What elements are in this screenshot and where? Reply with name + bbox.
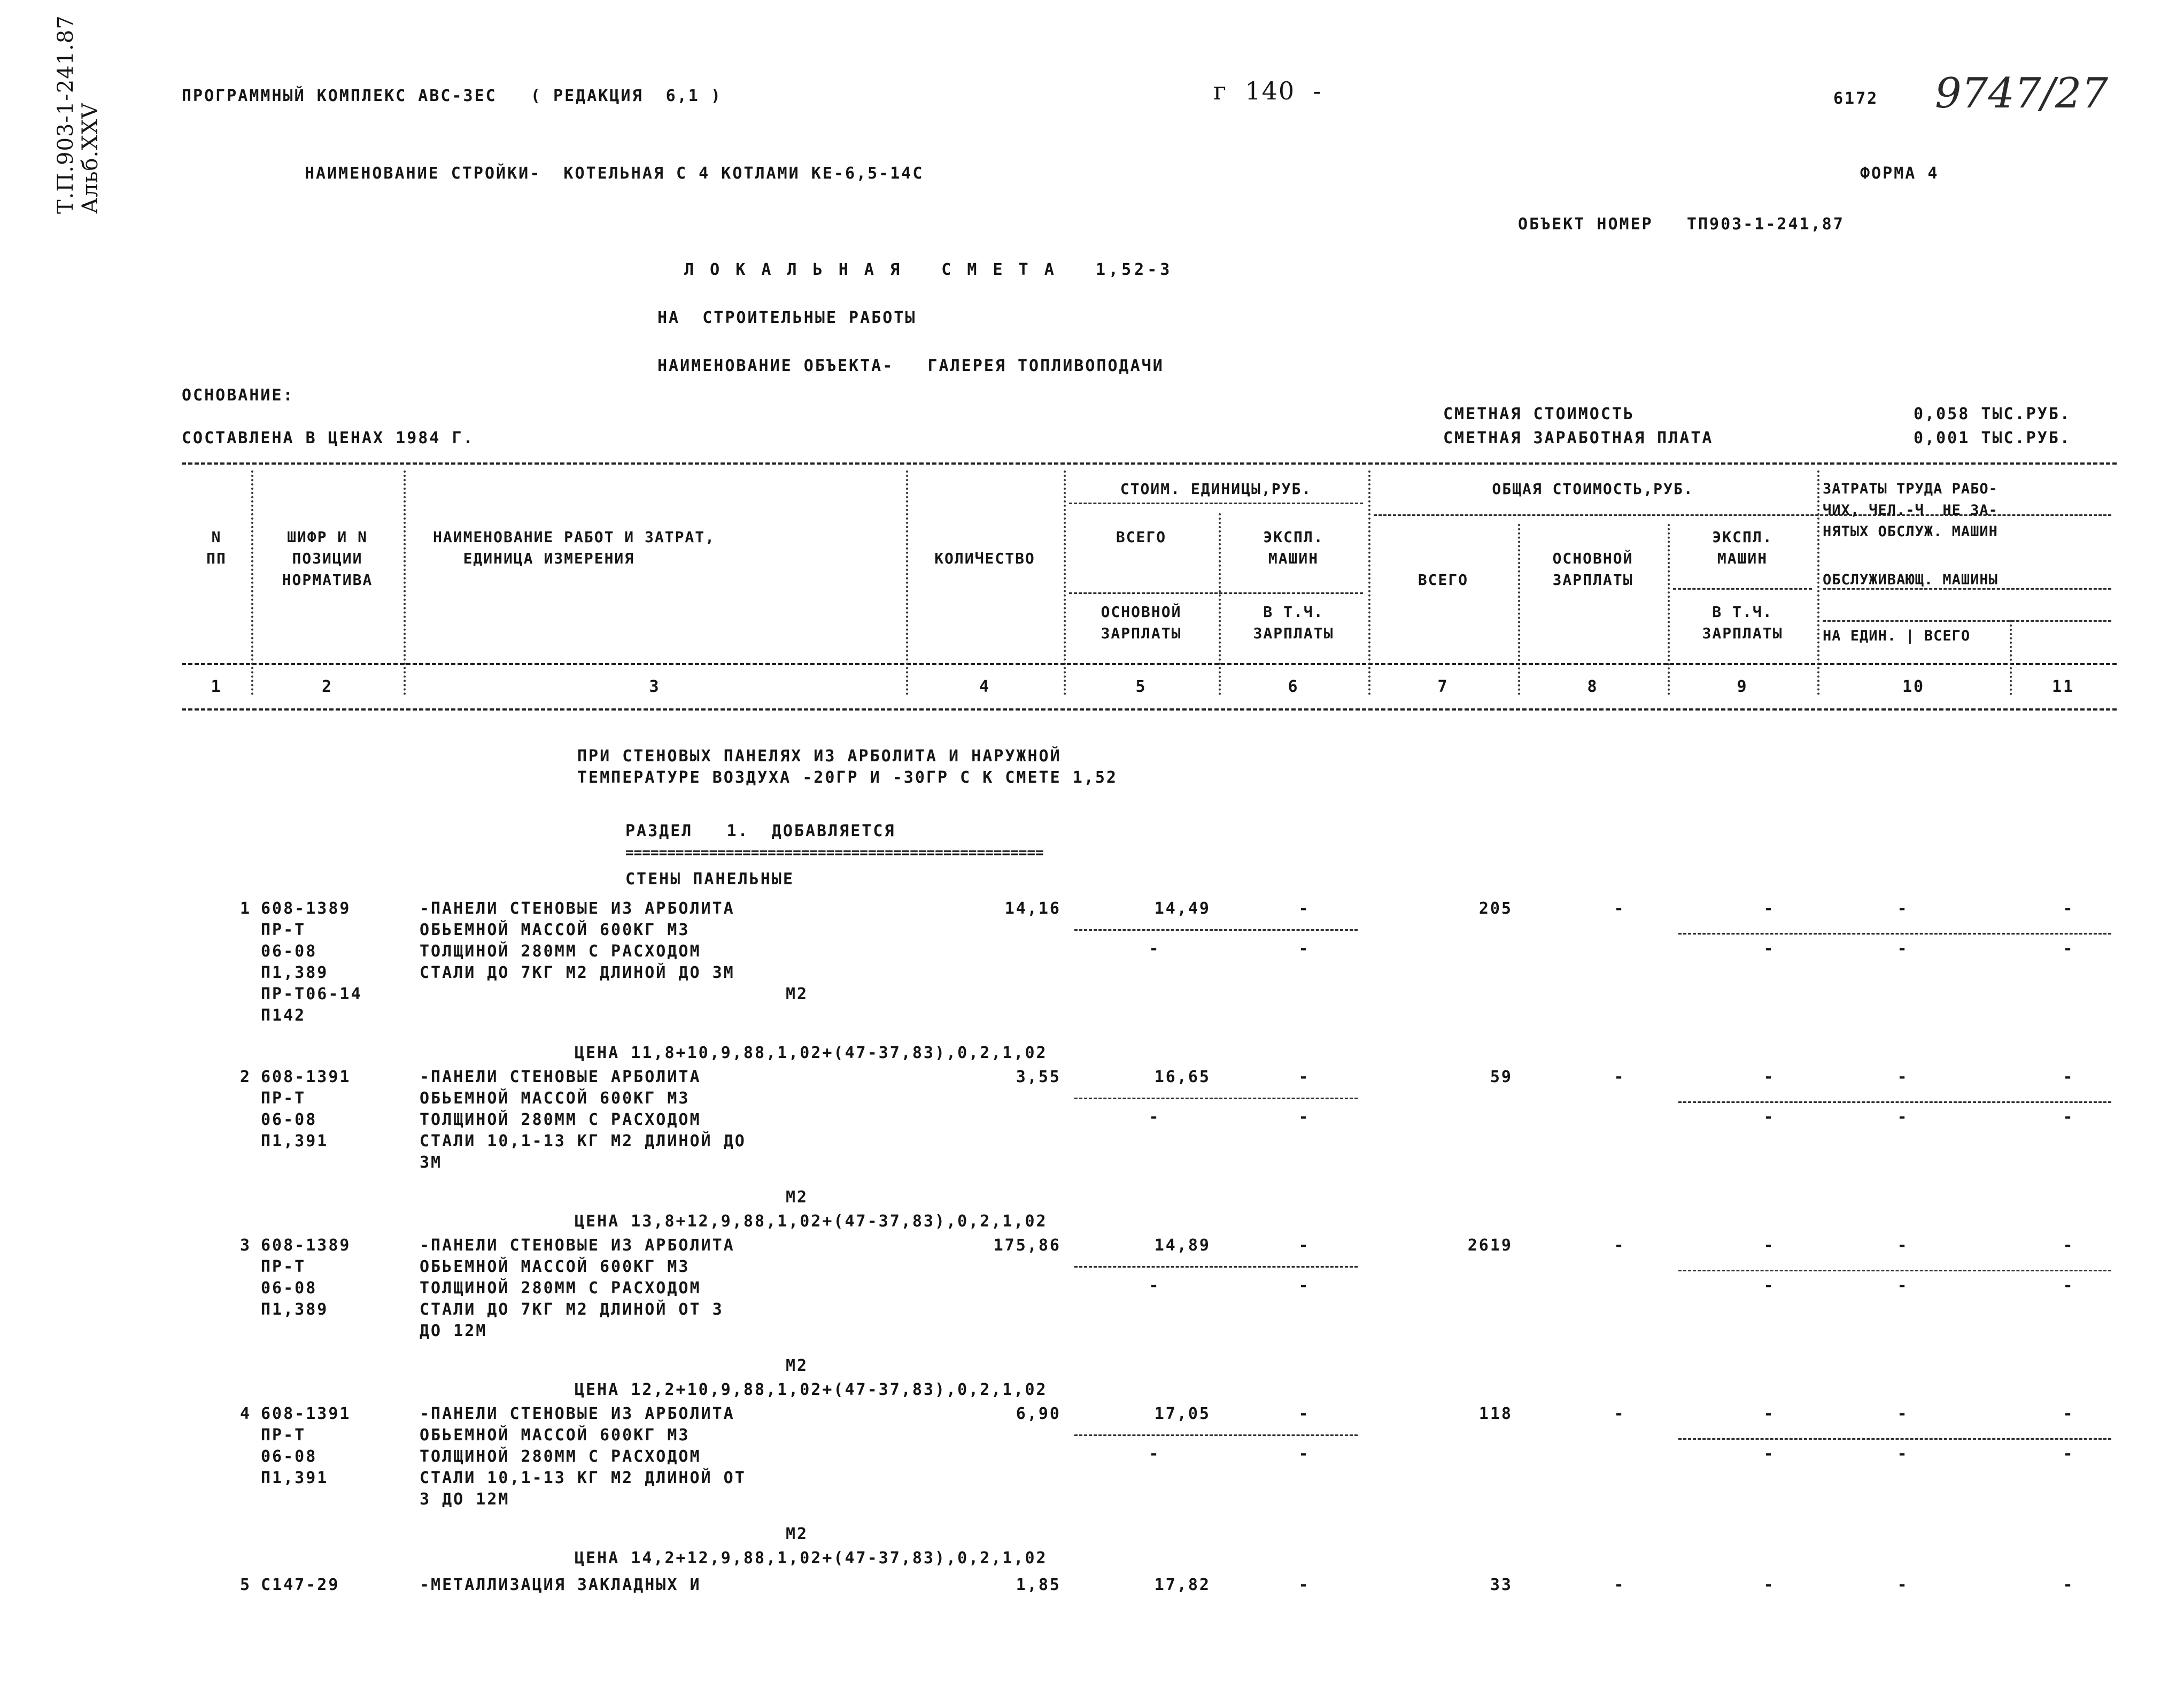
col-number: 3 <box>649 677 661 696</box>
row-mach-sub: - <box>1298 1276 1310 1295</box>
col-header-name: НАИМЕНОВАНИЕ РАБОТ И ЗАТРАТ, ЕДИНИЦА ИЗМЕРЕНИЯ <box>433 528 716 567</box>
row-wage-sub: - <box>1149 1445 1160 1463</box>
row-rule <box>1074 1098 1358 1099</box>
row-wage: - <box>1614 899 1625 918</box>
row-wage-sub: - <box>1149 1108 1160 1126</box>
object-name: НАИМЕНОВАНИЕ ОБЪЕКТА- ГАЛЕРЕЯ ТОПЛИВОПОДАЧИ <box>657 357 1164 375</box>
row-total: 118 <box>1478 1404 1513 1423</box>
row-cell: - <box>2063 1236 2074 1255</box>
row-cell: - <box>1897 1404 1909 1423</box>
row-mach-sub: - <box>1298 1445 1310 1463</box>
row-cell: - <box>1763 1576 1775 1594</box>
col-divider <box>1518 524 1520 695</box>
row-price: 17,82 <box>1154 1576 1211 1594</box>
col-divider <box>1368 470 1370 695</box>
row-cell: - <box>1763 1068 1775 1086</box>
row-rule <box>1678 933 2111 935</box>
row-code: 608-1391 ПР-Т 06-08 П1,391 <box>261 1404 351 1487</box>
group-rule <box>1069 503 1363 504</box>
doc-code: 6172 <box>1833 89 1879 108</box>
col-number: 8 <box>1587 677 1599 696</box>
row-total: 59 <box>1490 1068 1513 1086</box>
row-number: 5 <box>239 1576 251 1594</box>
row-qty: 3,55 <box>1016 1068 1061 1086</box>
group-rule <box>1069 592 1363 594</box>
row-unit: М2 <box>786 1188 809 1207</box>
row-rule <box>1678 1270 2111 1271</box>
row-wage-sub: - <box>1149 939 1160 958</box>
row-rule <box>1678 1101 2111 1103</box>
row-name: -ПАНЕЛИ СТЕНОВЫЕ ИЗ АРБОЛИТА ОБЬЕМНОЙ МАССОЙ 600КГ М3 ТОЛЩИНОЙ 280ММ С РАСХОДОМ СТАЛИ ДО 7КГ М2 ДЛИНОЙ ДО 3М <box>420 899 735 982</box>
col-divider <box>404 470 406 695</box>
row-total: 2619 <box>1467 1236 1513 1255</box>
col-header-labor: ЗАТРАТЫ ТРУДА РАБО- ЧИХ, ЧЕЛ.-Ч НЕ ЗА- НЯТЫХ ОБСЛУЖ. МАШИН <box>1823 481 1998 540</box>
row-rule <box>1074 1266 1358 1268</box>
row-wage: - <box>1614 1236 1625 1255</box>
row-cell: - <box>2063 1445 2074 1463</box>
row-qty: 1,85 <box>1016 1576 1061 1594</box>
col-header-9a: ЭКСПЛ. МАШИН <box>1712 528 1773 567</box>
col-number: 2 <box>321 677 334 696</box>
col-header-code: ШИФР И N ПОЗИЦИИ НОРМАТИВА <box>282 528 373 589</box>
row-machines: - <box>1298 1236 1310 1255</box>
row-total: 33 <box>1490 1576 1513 1594</box>
row-wage: - <box>1614 1068 1625 1086</box>
row-machines: - <box>1298 1068 1310 1086</box>
col-divider <box>1064 470 1066 695</box>
row-qty: 175,86 <box>993 1236 1061 1255</box>
page-title: Л О К А Л Ь Н А Я С М Е Т А 1,52-3 <box>684 260 1173 279</box>
col-header-8: ОСНОВНОЙ ЗАРПЛАТЫ <box>1552 550 1633 589</box>
col-number: 5 <box>1135 677 1147 696</box>
prices-note: СОСТАВЛЕНА В ЦЕНАХ 1984 Г. <box>182 429 475 447</box>
row-number: 3 <box>239 1236 251 1255</box>
col-header-7: ВСЕГО <box>1418 571 1469 589</box>
col-divider <box>2010 620 2012 695</box>
col-divider <box>1817 470 1819 695</box>
row-price: 17,05 <box>1154 1404 1211 1423</box>
group-title: СТЕНЫ ПАНЕЛЬНЫЕ <box>625 870 794 889</box>
row-qty: 14,16 <box>1004 899 1061 918</box>
row-cell: - <box>1897 1276 1909 1295</box>
row-unit: М2 <box>786 985 809 1004</box>
row-qty: 6,90 <box>1016 1404 1061 1423</box>
col-number: 9 <box>1737 677 1748 696</box>
col-number: 1 <box>211 677 222 696</box>
row-rule <box>1678 1438 2111 1440</box>
col-number: 6 <box>1288 677 1299 696</box>
row-number: 1 <box>239 899 251 918</box>
col-divider <box>1668 524 1670 695</box>
col-header-unit-cost: СТОИМ. ЕДИНИЦЫ,РУБ. <box>1120 480 1312 498</box>
program-info: ПРОГРАММНЫЙ КОМПЛЕКС АВС-ЗЕС ( РЕДАКЦИЯ 6,1 ) <box>182 87 722 105</box>
row-mach-sub: - <box>1298 1108 1310 1126</box>
row-cell: - <box>1763 1108 1775 1126</box>
row-code: 608-1389 ПР-Т 06-08 П1,389 ПР-Т06-14 П142 <box>261 899 362 1025</box>
header-top-rule <box>182 462 2117 465</box>
row-cell: - <box>2063 1108 2074 1126</box>
subtitle: НА СТРОИТЕЛЬНЫЕ РАБОТЫ <box>657 308 917 327</box>
row-cell: - <box>1897 899 1909 918</box>
row-cell: - <box>1763 1276 1775 1295</box>
col-number: 11 <box>2051 677 2075 696</box>
side-note: Т.П.903-1-241.87 Альб.ХХV <box>53 15 103 214</box>
row-price: 14,49 <box>1154 899 1211 918</box>
col-header-9b: В Т.Ч. ЗАРПЛАТЫ <box>1702 603 1783 642</box>
row-number: 2 <box>239 1068 251 1086</box>
intro-note: ПРИ СТЕНОВЫХ ПАНЕЛЯХ ИЗ АРБОЛИТА И НАРУЖНОЙ ТЕМПЕРАТУРЕ ВОЗДУХА -20ГР И -30ГР С К СМЕТЕ 1,52 <box>577 747 1118 787</box>
row-cell: - <box>1763 1445 1775 1463</box>
handwritten-number: 9747/27 <box>1935 70 2109 118</box>
row-cell: - <box>1897 939 1909 958</box>
col-divider <box>251 470 253 695</box>
row-cell: - <box>1897 1445 1909 1463</box>
row-cell: - <box>2063 1276 2074 1295</box>
row-rule <box>1074 929 1358 931</box>
col-header-labor-units: НА ЕДИН. | ВСЕГО <box>1823 628 1971 644</box>
row-cell: - <box>2063 1576 2074 1594</box>
cost-value: 0,058 ТЫС.РУБ. <box>1914 405 2071 423</box>
row-cell: - <box>1763 939 1775 958</box>
row-cell: - <box>1897 1236 1909 1255</box>
row-mach-sub: - <box>1298 939 1310 958</box>
row-code: С147-29 <box>261 1576 340 1594</box>
row-price: 14,89 <box>1154 1236 1211 1255</box>
row-rule <box>1074 1434 1358 1436</box>
row-unit: М2 <box>786 1525 809 1543</box>
row-cell: - <box>1897 1068 1909 1086</box>
col-header-5b: ОСНОВНОЙ ЗАРПЛАТЫ <box>1101 603 1182 642</box>
row-number: 4 <box>239 1404 251 1423</box>
wage-value: 0,001 ТЫС.РУБ. <box>1914 429 2071 447</box>
group-rule <box>1374 514 2111 516</box>
row-code: 608-1389 ПР-Т 06-08 П1,389 <box>261 1236 351 1319</box>
row-name: -ПАНЕЛИ СТЕНОВЫЕ ИЗ АРБОЛИТА ОБЬЕМНОЙ МАССОЙ 600КГ М3 ТОЛЩИНОЙ 280ММ С РАСХОДОМ СТАЛИ ДО 7КГ М2 ДЛИНОЙ ОТ 3 ДО 12М <box>420 1236 735 1340</box>
row-wage: - <box>1614 1404 1625 1423</box>
object-number: ОБЪЕКТ НОМЕР ТП903-1-241,87 <box>1518 215 1845 234</box>
col-header-qty: КОЛИЧЕСТВО <box>934 550 1035 567</box>
row-name: -ПАНЕЛИ СТЕНОВЫЕ АРБОЛИТА ОБЬЕМНОЙ МАССОЙ 600КГ М3 ТОЛЩИНОЙ 280ММ С РАСХОДОМ СТАЛИ 10,1-13 КГ М2 ДЛИНОЙ ДО 3М <box>420 1068 746 1172</box>
construction-name: НАИМЕНОВАНИЕ СТРОЙКИ- КОТЕЛЬНАЯ С 4 КОТЛАМИ КЕ-6,5-14С <box>305 164 924 183</box>
row-name: -ПАНЕЛИ СТЕНОВЫЕ ИЗ АРБОЛИТА ОБЬЕМНОЙ МАССОЙ 600КГ М3 ТОЛЩИНОЙ 280ММ С РАСХОДОМ СТАЛИ 10,1-13 КГ М2 ДЛИНОЙ ОТ 3 ДО 12М <box>420 1404 746 1509</box>
section-title: РАЗДЕЛ 1. ДОБАВЛЯЕТСЯ <box>625 822 896 840</box>
row-machines: - <box>1298 1576 1310 1594</box>
row-cell: - <box>1897 1108 1909 1126</box>
row-cell: - <box>2063 899 2074 918</box>
col-number: 10 <box>1902 677 1925 696</box>
row-cell: - <box>2063 1404 2074 1423</box>
col-divider <box>906 470 908 695</box>
wage-label: СМЕТНАЯ ЗАРАБОТНАЯ ПЛАТА <box>1443 429 1714 447</box>
group-rule <box>1823 620 2111 622</box>
col-header-no: N ПП <box>206 528 227 567</box>
col-number: 7 <box>1437 677 1449 696</box>
row-price-note: ЦЕНА 11,8+10,9,88,1,02+(47-37,83),0,2,1,02 <box>575 1044 1048 1062</box>
row-machines: - <box>1298 899 1310 918</box>
row-cell: - <box>1897 1576 1909 1594</box>
col-header-labor-machines: ОБСЛУЖИВАЮЩ. МАШИНЫ <box>1823 572 1998 588</box>
row-price: 16,65 <box>1154 1068 1211 1086</box>
row-price-note: ЦЕНА 12,2+10,9,88,1,02+(47-37,83),0,2,1,02 <box>575 1380 1048 1399</box>
row-price-note: ЦЕНА 13,8+12,9,88,1,02+(47-37,83),0,2,1,02 <box>575 1212 1048 1231</box>
row-code: 608-1391 ПР-Т 06-08 П1,391 <box>261 1068 351 1151</box>
col-header-total-cost: ОБЩАЯ СТОИМОСТЬ,РУБ. <box>1492 480 1694 498</box>
page-mark: г 140 - <box>1213 76 1322 105</box>
header-mid-rule <box>182 663 2117 665</box>
row-machines: - <box>1298 1404 1310 1423</box>
col-number: 4 <box>979 677 991 696</box>
row-cell: - <box>1763 899 1775 918</box>
header-bottom-rule <box>182 708 2117 711</box>
section-rule: ================================================== <box>625 845 1044 861</box>
row-cell: - <box>1763 1236 1775 1255</box>
col-header-6a: ЭКСПЛ. МАШИН <box>1263 528 1324 567</box>
row-price-note: ЦЕНА 14,2+12,9,88,1,02+(47-37,83),0,2,1,02 <box>575 1549 1048 1568</box>
cost-label: СМЕТНАЯ СТОИМОСТЬ <box>1443 405 1635 423</box>
form-number: ФОРМА 4 <box>1860 164 1939 183</box>
basis-label: ОСНОВАНИЕ: <box>182 386 295 405</box>
row-unit: М2 <box>786 1356 809 1375</box>
group-rule <box>1673 588 1812 590</box>
row-name: -МЕТАЛЛИЗАЦИЯ ЗАКЛАДНЫХ И <box>420 1576 701 1594</box>
row-cell: - <box>1763 1404 1775 1423</box>
col-header-6b: В Т.Ч. ЗАРПЛАТЫ <box>1253 603 1334 642</box>
row-wage-sub: - <box>1149 1276 1160 1295</box>
col-header-5a: ВСЕГО <box>1116 528 1167 546</box>
row-wage: - <box>1614 1576 1625 1594</box>
row-cell: - <box>2063 939 2074 958</box>
col-divider <box>1219 513 1221 695</box>
row-total: 205 <box>1478 899 1513 918</box>
row-cell: - <box>2063 1068 2074 1086</box>
